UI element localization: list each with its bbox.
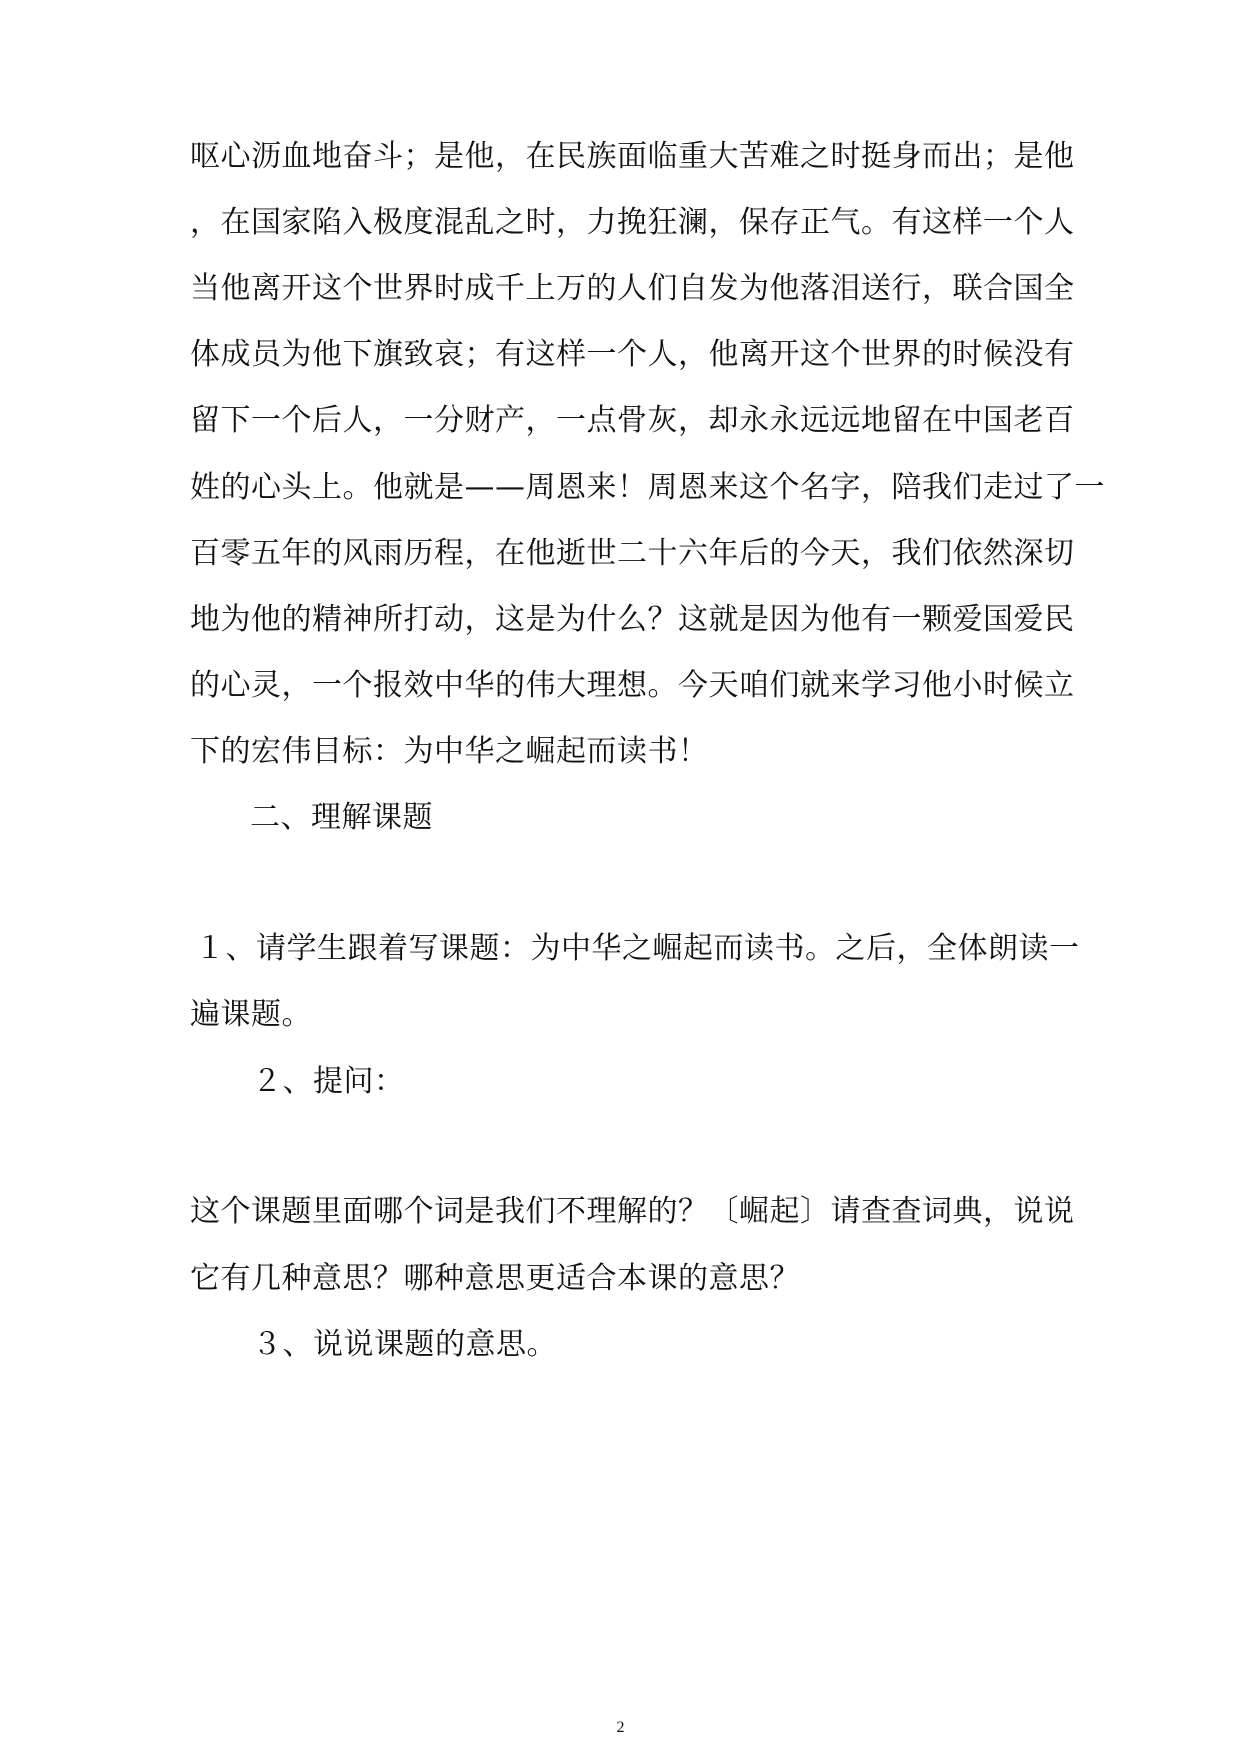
page-number: 2: [616, 1719, 625, 1736]
paragraph-line: 百零五年的风雨历程，在他逝世二十六年后的今天，我们依然深切: [190, 536, 1075, 571]
paragraph-line: ，在国家陷入极度混乱之时，力挽狂澜，保存正气。有这样一个人: [190, 205, 1075, 240]
question-line: 它有几种意思？哪种意思更适合本课的意思？: [190, 1261, 800, 1296]
paragraph-line: 体成员为他下旗致哀；有这样一个人，他离开这个世界的时候没有: [190, 337, 1075, 372]
question-line: 这个课题里面哪个词是我们不理解的？〔崛起〕请查查词典，说说: [190, 1194, 1075, 1229]
paragraph-line: 的心灵，一个报效中华的伟大理想。今天咱们就来学习他小时候立: [190, 668, 1075, 703]
paragraph-line: 地为他的精神所打动，这是为什么？这就是因为他有一颗爱国爱民: [190, 602, 1075, 637]
paragraph-line: 下的宏伟目标：为中华之崛起而读书！: [190, 734, 709, 769]
list-item-2: ２、提问：: [252, 1064, 405, 1099]
paragraph-line: 呕心沥血地奋斗；是他，在民族面临重大苦难之时挺身而出；是他: [190, 139, 1075, 174]
paragraph-line: 留下一个后人，一分财产，一点骨灰，却永永远远地留在中国老百: [190, 403, 1075, 438]
list-item-1: １、请学生跟着写课题：为中华之崛起而读书。之后，全体朗读一: [195, 931, 1080, 966]
paragraph-line: 当他离开这个世界时成千上万的人们自发为他落泪送行，联合国全: [190, 271, 1075, 306]
list-item-3: ３、说说课题的意思。: [252, 1327, 557, 1362]
section-heading: 二、理解课题: [250, 800, 433, 835]
paragraph-line: 姓的心头上。他就是——周恩来！周恩来这个名字，陪我们走过了一: [190, 470, 1105, 505]
list-item-1-continuation: 遍课题。: [190, 997, 312, 1032]
